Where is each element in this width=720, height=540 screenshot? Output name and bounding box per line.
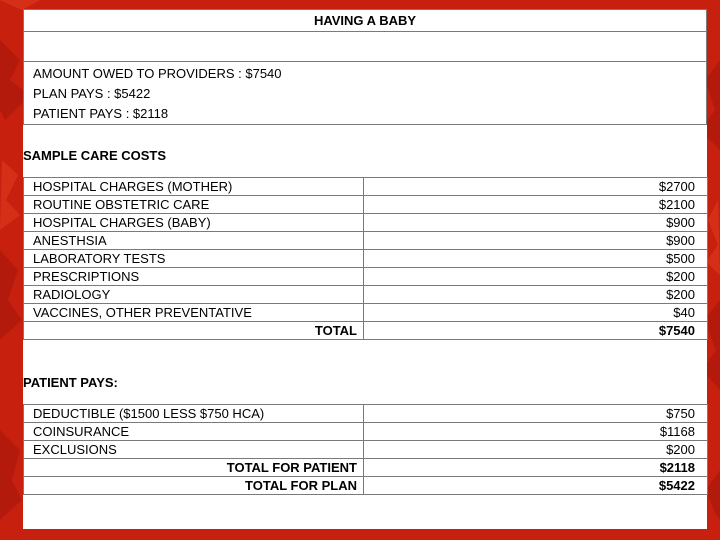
cost-amount: $500 [364,250,708,268]
total-plan-label: TOTAL FOR PLAN [24,477,364,495]
pay-amount: $1168 [364,423,708,441]
total-patient-amount: $2118 [364,459,708,477]
pay-label: COINSURANCE [24,423,364,441]
total-label: TOTAL [24,322,364,340]
cost-amount: $200 [364,286,708,304]
table-row [24,286,708,304]
summary-cell [24,62,707,125]
summary-amount-owed: AMOUNT OWED TO PROVIDERS : $7540 [33,66,282,81]
cost-label: ANESTHSIA [24,232,364,250]
table-row [24,405,708,423]
total-amount: $7540 [364,322,708,340]
sample-care-costs-heading: SAMPLE CARE COSTS [23,148,167,163]
pay-label: EXCLUSIONS [24,441,364,459]
patient-pays-heading: PATIENT PAYS: [23,375,118,390]
document-sheet [23,9,707,529]
cost-amount: $900 [364,214,708,232]
cost-amount: $2700 [364,178,708,196]
pay-amount: $200 [364,441,708,459]
cost-amount: $900 [364,232,708,250]
table-row [24,178,708,196]
table-row [24,214,708,232]
summary-plan-pays: PLAN PAYS : $5422 [33,86,151,101]
cost-label: RADIOLOGY [24,286,364,304]
cost-label: PRESCRIPTIONS [24,268,364,286]
total-plan-amount: $5422 [364,477,708,495]
table-row [24,268,708,286]
total-patient-row [24,459,708,477]
pay-amount: $750 [364,405,708,423]
table-row [24,250,708,268]
cost-amount: $200 [364,268,708,286]
table-row [24,232,708,250]
total-row [24,322,708,340]
total-plan-row [24,477,708,495]
table-row [24,196,708,214]
total-patient-label: TOTAL FOR PATIENT [24,459,364,477]
header-table [23,9,707,125]
summary-patient-pays: PATIENT PAYS : $2118 [33,106,169,121]
blank-row [24,32,707,62]
table-row [24,441,708,459]
table-row [24,423,708,441]
table-row [24,304,708,322]
cost-label: VACCINES, OTHER PREVENTATIVE [24,304,364,322]
document-title: HAVING A BABY [24,10,707,32]
cost-label: HOSPITAL CHARGES (BABY) [24,214,364,232]
cost-amount: $2100 [364,196,708,214]
cost-amount: $40 [364,304,708,322]
pay-label: DEDUCTIBLE ($1500 LESS $750 HCA) [24,405,364,423]
cost-label: LABORATORY TESTS [24,250,364,268]
cost-label: ROUTINE OBSTETRIC CARE [24,196,364,214]
patient-pays-table [23,404,708,495]
sample-care-costs-table [23,177,708,340]
cost-label: HOSPITAL CHARGES (MOTHER) [24,178,364,196]
